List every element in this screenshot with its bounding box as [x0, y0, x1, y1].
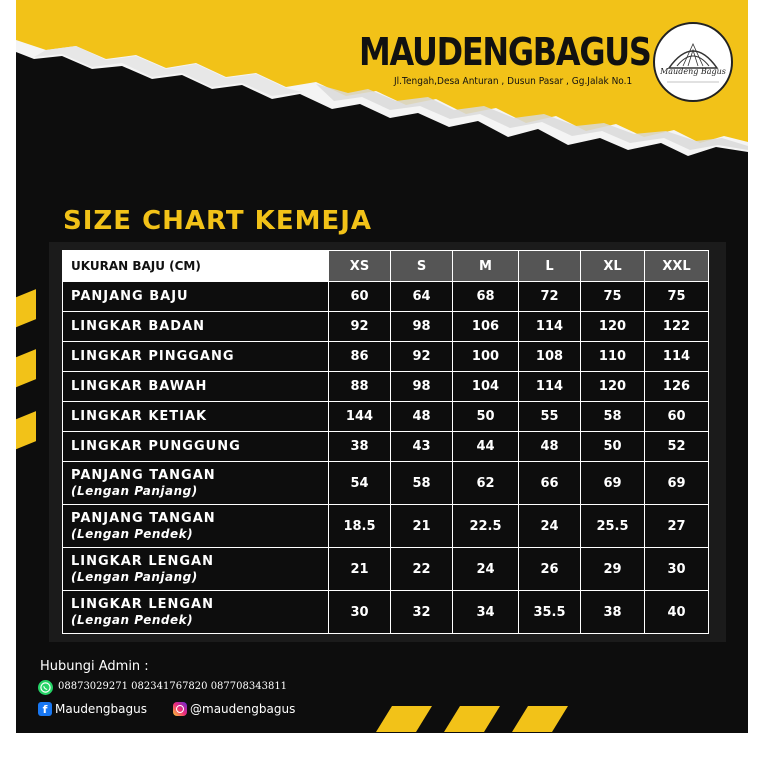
row-label-text: LINGKAR PUNGGUNG [71, 439, 241, 454]
phone-numbers[interactable]: 08873029271 082341767820 087708343811 [58, 681, 288, 692]
row-sub-label: (Lengan Panjang) [71, 484, 198, 498]
table-header-row [63, 251, 709, 282]
table-cell: 26 [519, 548, 581, 591]
whatsapp-icon [38, 680, 53, 695]
table-cell: 50 [581, 432, 645, 462]
row-label [63, 548, 329, 591]
table-cell: 72 [519, 282, 581, 312]
instagram-handle[interactable]: @maudengbagus [190, 702, 296, 716]
table-cell: 92 [391, 342, 453, 372]
table-cell: 114 [645, 342, 709, 372]
row-label-text: PANJANG TANGAN [71, 511, 216, 526]
table-cell: 52 [645, 432, 709, 462]
table-cell: 88 [329, 372, 391, 402]
table-cell: 69 [645, 462, 709, 505]
table-row [63, 548, 709, 591]
table-cell: 21 [329, 548, 391, 591]
table-cell: 120 [581, 372, 645, 402]
row-label-text: LINGKAR LENGAN [71, 554, 214, 569]
table-cell: 24 [519, 505, 581, 548]
size-table [62, 250, 709, 634]
size-header-s: S [391, 251, 453, 282]
row-sub-label: (Lengan Panjang) [71, 570, 198, 584]
table-cell: 64 [391, 282, 453, 312]
table-cell: 54 [329, 462, 391, 505]
table-cell: 114 [519, 372, 581, 402]
logo-emblem-icon [655, 24, 731, 100]
stripe-mark [512, 706, 568, 732]
row-sub-label: (Lengan Pendek) [71, 527, 194, 541]
size-header-l: L [519, 251, 581, 282]
row-label-text: LINGKAR BADAN [71, 319, 206, 334]
row-label [63, 342, 329, 372]
table-cell: 120 [581, 312, 645, 342]
size-chart-board [16, 0, 748, 733]
table-cell: 24 [453, 548, 519, 591]
row-label [63, 312, 329, 342]
facebook-handle[interactable]: Maudengbagus [55, 702, 147, 716]
table-cell: 98 [391, 312, 453, 342]
table-row [63, 432, 709, 462]
row-label-text: LINGKAR BAWAH [71, 379, 208, 394]
size-header-m: M [453, 251, 519, 282]
table-cell: 21 [391, 505, 453, 548]
table-row [63, 505, 709, 548]
table-row [63, 591, 709, 634]
table-cell: 30 [645, 548, 709, 591]
row-label [63, 591, 329, 634]
row-label [63, 432, 329, 462]
table-cell: 38 [329, 432, 391, 462]
contact-title: Hubungi Admin : [40, 659, 149, 674]
table-cell: 50 [453, 402, 519, 432]
table-cell: 100 [453, 342, 519, 372]
table-cell: 58 [581, 402, 645, 432]
table-cell: 58 [391, 462, 453, 505]
table-cell: 18.5 [329, 505, 391, 548]
size-header-xl: XL [581, 251, 645, 282]
table-cell: 40 [645, 591, 709, 634]
table-cell: 60 [645, 402, 709, 432]
table-row [63, 372, 709, 402]
table-cell: 34 [453, 591, 519, 634]
row-label-text: LINGKAR LENGAN [71, 597, 214, 612]
side-stripe [16, 411, 36, 455]
table-cell: 29 [581, 548, 645, 591]
side-stripe [16, 349, 36, 393]
brand-name: MAUDENGBAGUS [359, 30, 651, 74]
table-row [63, 402, 709, 432]
row-label [63, 282, 329, 312]
table-cell: 43 [391, 432, 453, 462]
table-cell: 104 [453, 372, 519, 402]
table-cell: 92 [329, 312, 391, 342]
row-sub-label: (Lengan Pendek) [71, 613, 194, 627]
table-cell: 114 [519, 312, 581, 342]
table-cell: 62 [453, 462, 519, 505]
table-cell: 98 [391, 372, 453, 402]
side-stripe [16, 289, 36, 333]
torn-paper-header [16, 0, 748, 175]
table-cell: 75 [645, 282, 709, 312]
table-cell: 86 [329, 342, 391, 372]
table-row [63, 312, 709, 342]
table-cell: 38 [581, 591, 645, 634]
logo-signature: Maudeng Bagus [660, 67, 726, 76]
table-cell: 25.5 [581, 505, 645, 548]
size-header-xxl: XXL [645, 251, 709, 282]
table-cell: 75 [581, 282, 645, 312]
bottom-stripes [376, 706, 576, 732]
table-cell: 108 [519, 342, 581, 372]
table-cell: 48 [519, 432, 581, 462]
table-row [63, 462, 709, 505]
table-cell: 144 [329, 402, 391, 432]
table-cell: 22 [391, 548, 453, 591]
row-label [63, 462, 329, 505]
table-row [63, 342, 709, 372]
row-label [63, 402, 329, 432]
row-label-text: PANJANG TANGAN [71, 468, 216, 483]
size-header-xs: XS [329, 251, 391, 282]
brand-address: Jl.Tengah,Desa Anturan , Dusun Pasar , Gg.Jalak No.1 [394, 76, 633, 87]
table-cell: 66 [519, 462, 581, 505]
row-label-text: LINGKAR PINGGANG [71, 349, 235, 364]
row-label [63, 505, 329, 548]
table-cell: 110 [581, 342, 645, 372]
table-row [63, 282, 709, 312]
table-cell: 122 [645, 312, 709, 342]
stripe-mark [376, 706, 432, 732]
table-cell: 44 [453, 432, 519, 462]
table-cell: 30 [329, 591, 391, 634]
chart-title: SIZE CHART KEMEJA [63, 206, 373, 236]
row-label [63, 372, 329, 402]
header-label-cell: UKURAN BAJU (CM) [63, 251, 329, 282]
table-cell: 27 [645, 505, 709, 548]
row-label-text: LINGKAR KETIAK [71, 409, 208, 424]
table-cell: 55 [519, 402, 581, 432]
table-cell: 68 [453, 282, 519, 312]
table-cell: 48 [391, 402, 453, 432]
table-cell: 126 [645, 372, 709, 402]
stripe-mark [444, 706, 500, 732]
table-cell: 69 [581, 462, 645, 505]
brand-logo [653, 22, 733, 102]
row-label-text: PANJANG BAJU [71, 289, 189, 304]
table-cell: 32 [391, 591, 453, 634]
table-cell: 22.5 [453, 505, 519, 548]
table-cell: 106 [453, 312, 519, 342]
facebook-icon: f [38, 702, 52, 716]
table-cell: 35.5 [519, 591, 581, 634]
instagram-icon [173, 702, 187, 716]
table-cell: 60 [329, 282, 391, 312]
